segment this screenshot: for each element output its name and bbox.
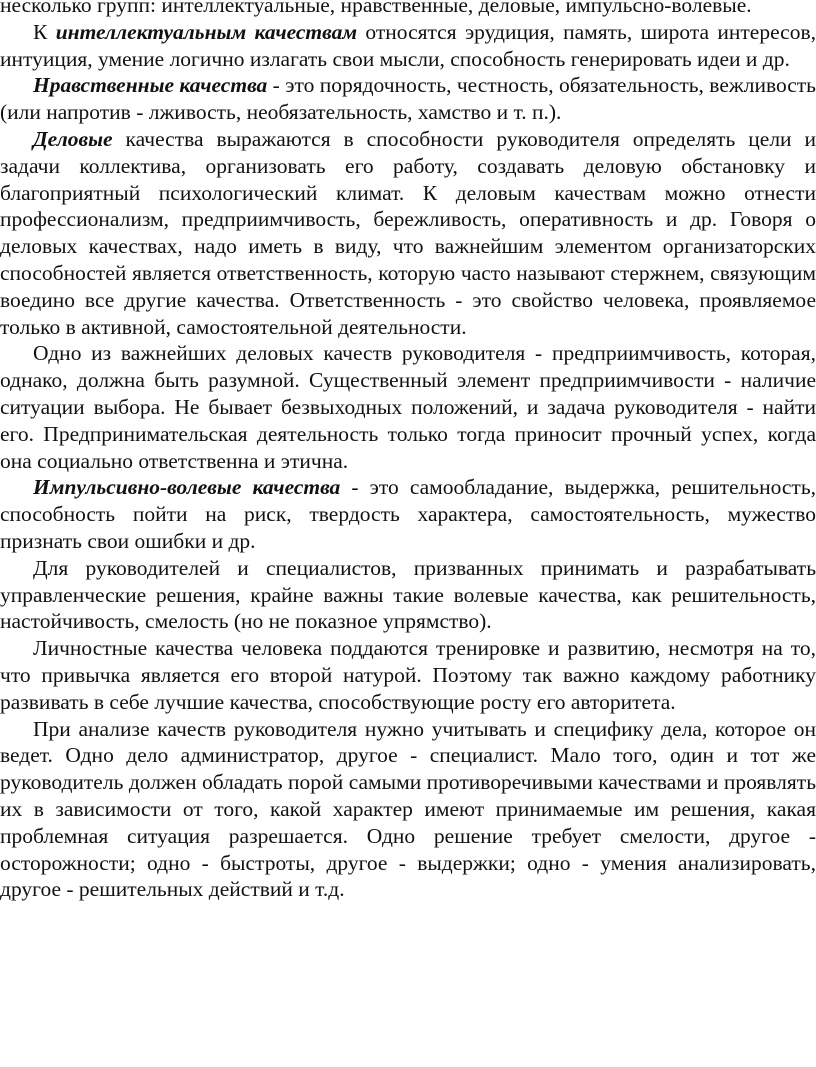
emphasis-term: Импульсивно-волевые качества xyxy=(33,475,341,500)
text-run: относятся эрудиция, память, широта интересов, интуиция, умение логично излагать свои мысли, способность генерировать идеи и др. xyxy=(0,19,816,71)
text-run: Одно из важнейших деловых качеств руководителя - предприимчивость, которая, однако, должна быть разумной. Существенный элемент предприимчивости - наличие ситуации выбора. Не бывает безвыходных положений, и задача руководителя - найти его. Предпринимательская деятельность только тогда приносит прочный успех, когда она социально ответственна и этична. xyxy=(0,341,816,473)
text-run: Личностные качества человека поддаются тренировке и развитию, несмотря на то, что привычка является его второй натурой. Поэтому так важно каждому работнику развивать в себе лучшие качества, способствующие росту его авторитета. xyxy=(0,636,816,714)
paragraph xyxy=(0,19,816,73)
paragraph xyxy=(0,474,816,554)
emphasis-term: Деловые xyxy=(33,126,113,151)
paragraph xyxy=(0,555,816,635)
text-run: К xyxy=(33,19,56,44)
paragraph xyxy=(0,72,816,126)
text-run: - это порядочность, честность, обязательность, вежливость (или напротив - лживость, необязательность, хамство и т. п.). xyxy=(0,73,816,125)
paragraph xyxy=(0,126,816,340)
text-run: несколько групп: интеллектуальные, нравственные, деловые, импульсно-волевые. xyxy=(0,0,752,17)
paragraph xyxy=(0,635,816,715)
paragraph xyxy=(0,340,816,474)
text-run: - это самообладание, выдержка, решительность, способность пойти на риск, твердость характера, самостоятельность, мужество признать свои ошибки и др. xyxy=(0,475,816,553)
text-run: Для руководителей и специалистов, призванных принимать и разрабатывать управленческие решения, крайне важны такие волевые качества, как решительность, настойчивость, смелость (но не показное упрямство). xyxy=(0,555,816,634)
text-run: При анализе качеств руководителя нужно учитывать и специфику дела, которое он ведет. Одно дело администратор, другое - специалист. Мало того, один и тот же руководитель должен обладать порой самыми противоречивыми качествами и проявлять их в зависимости от того, какой характер имеют принимаемые им решения, какая проблемная ситуация разрешается. Одно решение требует смелости, другое - осторожности; одно - быстроты, другое - выдержки; одно - умения анализировать, другое - решительных действий и т.д. xyxy=(0,716,816,902)
paragraph xyxy=(0,0,816,19)
text-run: качества выражаются в способности руководителя определять цели и задачи коллектива, организовать его работу, создавать деловую обстановку и благоприятный психологический климат. К деловым качествам можно отнести профессионализм, предприимчивость, бережливость, оперативность и др. Говоря о деловых качествах, надо иметь в виду, что важнейшим элементом организаторских способностей является ответственность, которую часто называют стержнем, связующим воедино все другие качества. Ответственность - это свойство человека, проявляемое только в активной, самостоятельной деятельности. xyxy=(0,126,816,339)
emphasis-term: интеллектуальным качествам xyxy=(55,19,358,44)
paragraph xyxy=(0,716,816,904)
emphasis-term: Нравственные качества xyxy=(33,73,268,98)
